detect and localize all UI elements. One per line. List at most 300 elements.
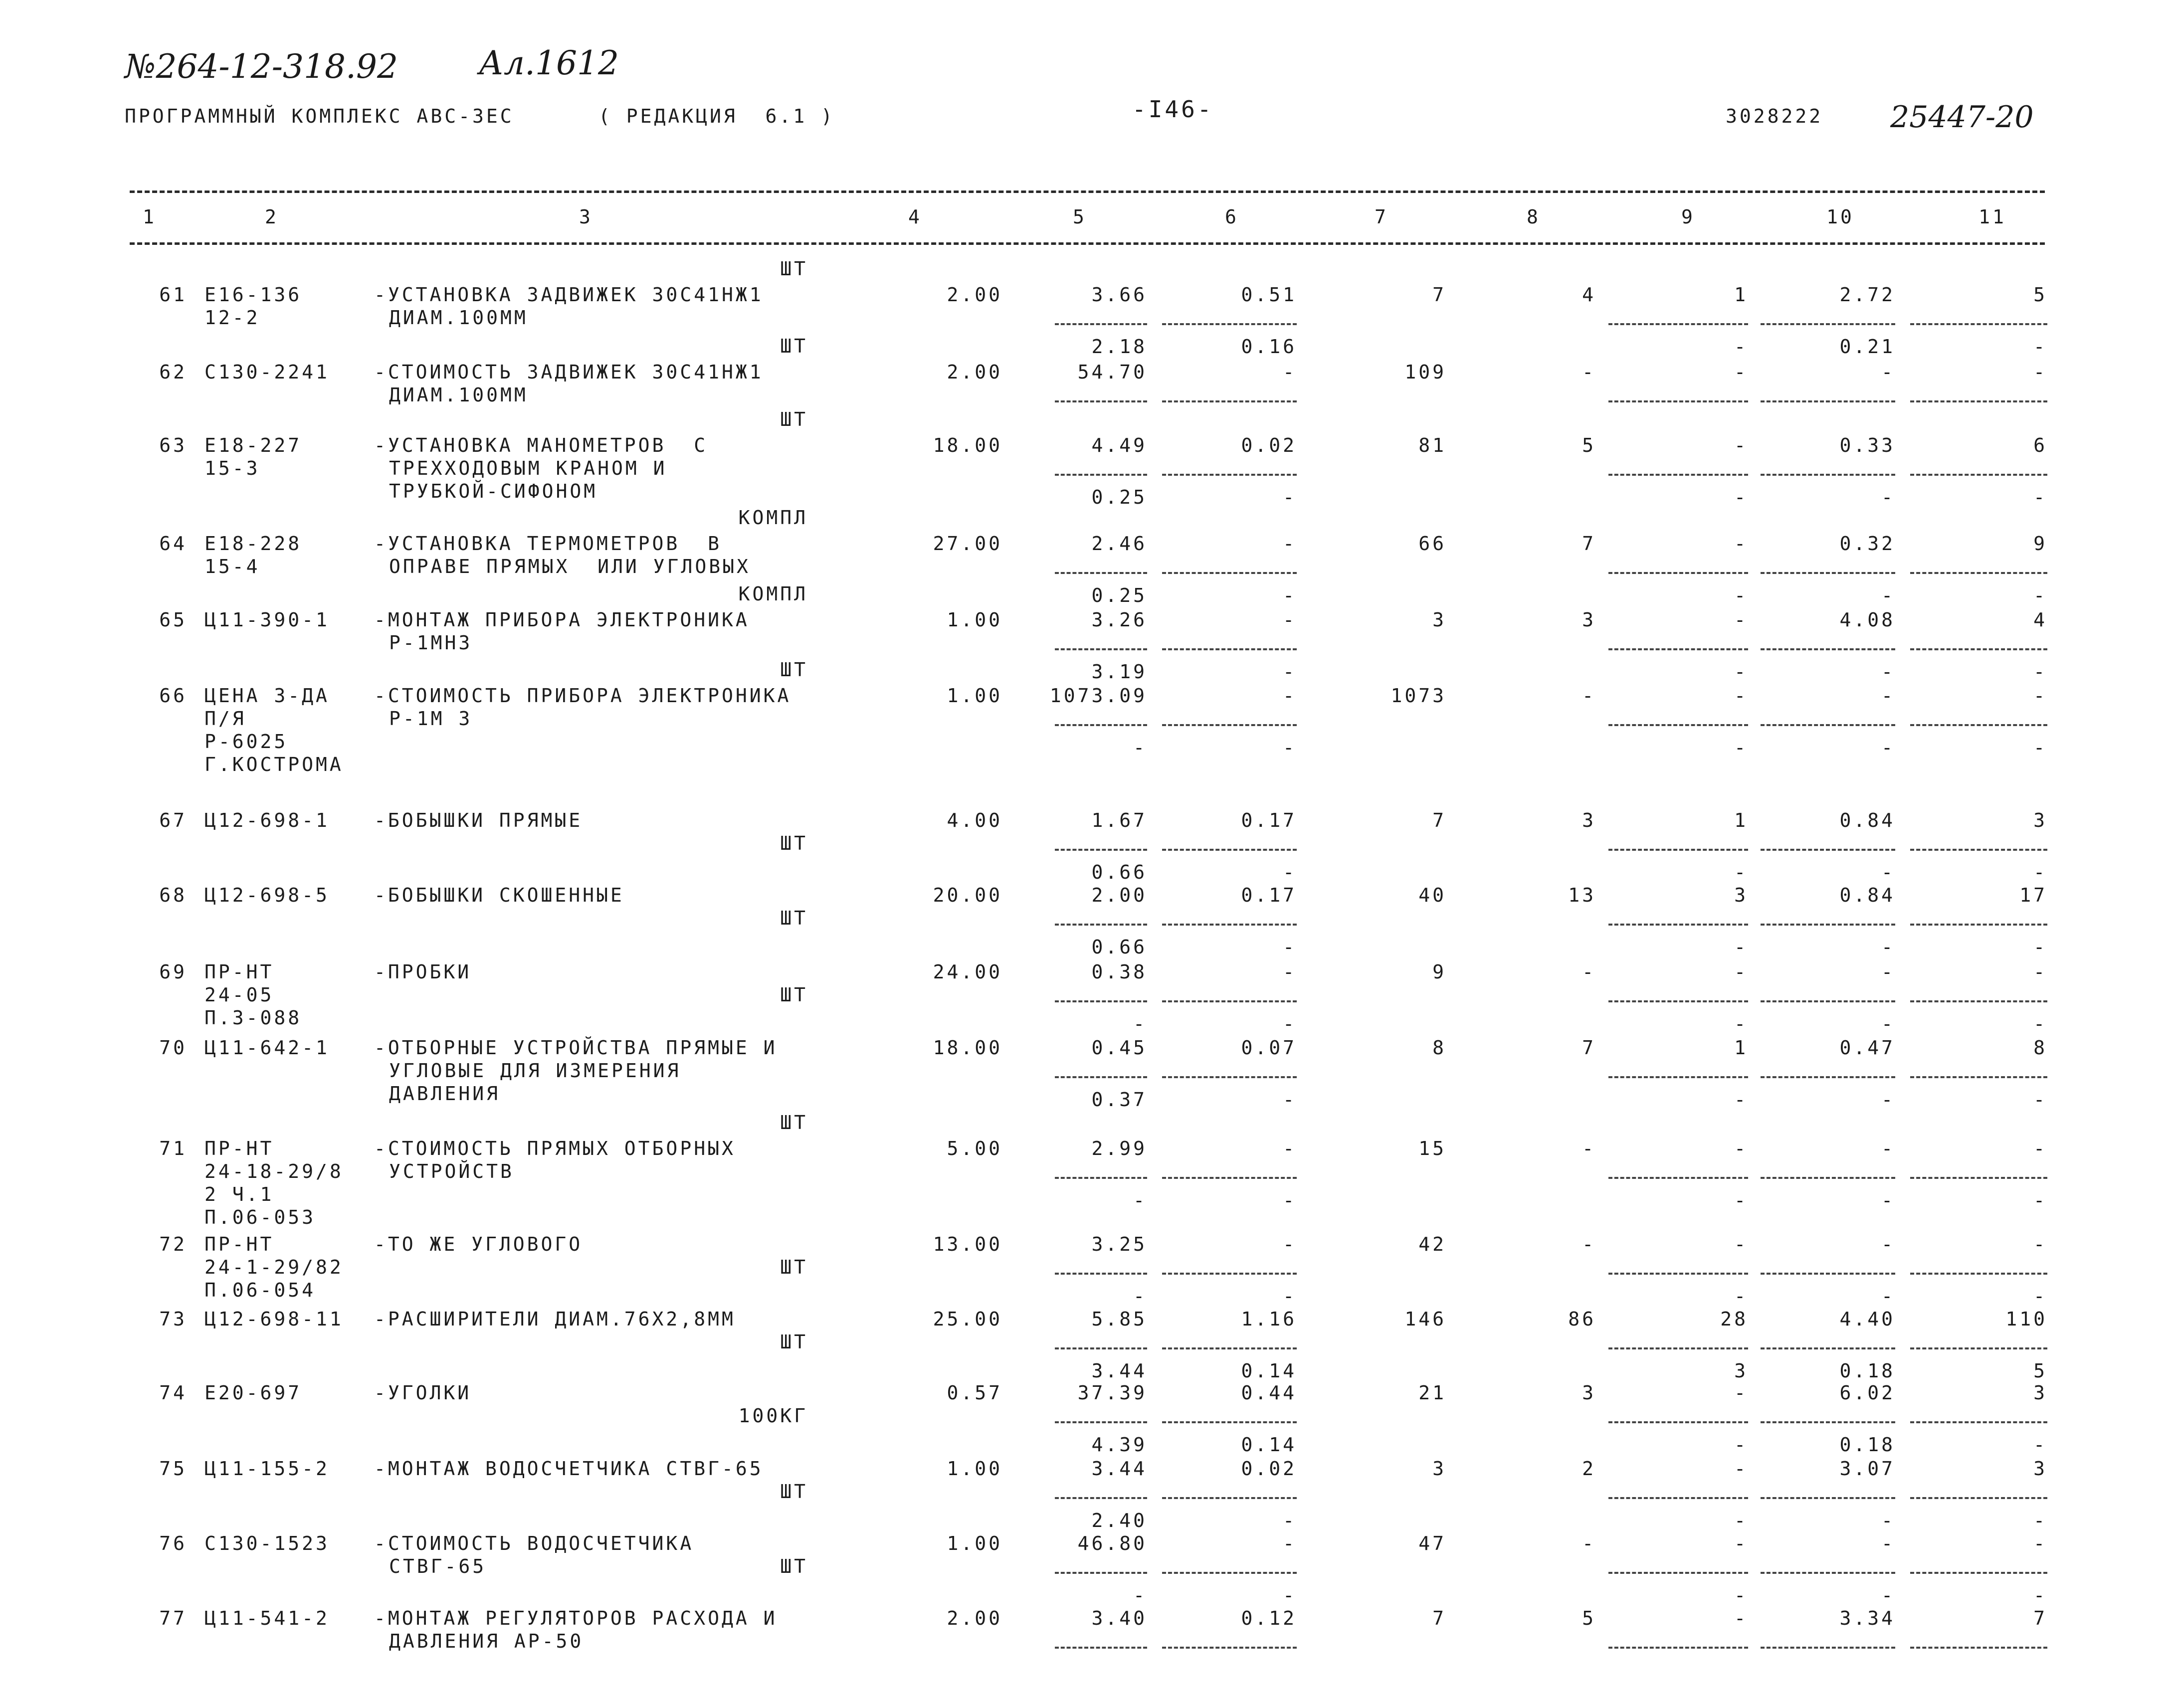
cell-c5: 3.26	[1091, 609, 1147, 631]
row-subtotal-rule	[1608, 924, 1748, 926]
row-subtotal-rule	[1910, 1347, 2047, 1349]
row-subtotal-rule	[1055, 1647, 1147, 1649]
row-description: -МОНТАЖ ВОДОСЧЕТЧИКА СТВГ-65	[374, 1458, 764, 1480]
cell-c11: 7	[2033, 1607, 2047, 1629]
cell-c5: 3.40	[1091, 1607, 1147, 1629]
row-code: ПР-НТ	[204, 961, 274, 983]
cell-c6: -	[1283, 609, 1297, 631]
row-number: 71	[159, 1138, 187, 1159]
row-subtotal-rule	[1055, 849, 1147, 851]
cell-c8: 86	[1568, 1308, 1596, 1330]
row-description: -УСТАНОВКА МАНОМЕТРОВ С	[374, 434, 708, 456]
cell-c11b: -	[2033, 861, 2047, 883]
row-description: -МОНТАЖ ПРИБОРА ЭЛЕКТРОНИКА	[374, 609, 750, 631]
cell-c6b: -	[1283, 1510, 1297, 1531]
row-number: 64	[159, 533, 187, 555]
row-subtotal-rule	[1910, 1572, 2047, 1574]
cell-c9b: -	[1734, 737, 1748, 759]
cell-c8: -	[1582, 1138, 1596, 1159]
cell-c6: 0.02	[1241, 434, 1297, 456]
column-header-8: 8	[1527, 206, 1541, 228]
row-subtotal-rule	[1162, 1347, 1297, 1349]
row-code: Ц12-698-1	[204, 809, 330, 831]
cell-c9b: -	[1734, 1510, 1748, 1531]
cell-c9: -	[1734, 685, 1748, 707]
cell-c11: -	[2033, 1233, 2047, 1255]
row-number: 70	[159, 1037, 187, 1059]
cell-c10b: -	[1881, 1013, 1895, 1035]
cell-c6b: 0.16	[1241, 336, 1297, 358]
row-description: -СТОИМОСТЬ ПРЯМЫХ ОТБОРНЫХ	[374, 1138, 736, 1159]
row-unit: 100КГ	[738, 1405, 808, 1427]
row-subtotal-rule	[1761, 1497, 1895, 1499]
cell-c6b: -	[1283, 861, 1297, 883]
row-code: Ц12-698-5	[204, 884, 330, 906]
row-subtotal-rule	[1608, 1347, 1748, 1349]
row-description: ТРЕХХОДОВЫМ КРАНОМ И	[389, 457, 667, 479]
row-subtotal-rule	[1608, 1421, 1748, 1423]
cell-c5: 2.99	[1091, 1138, 1147, 1159]
cell-c6: -	[1283, 1138, 1297, 1159]
cell-c9: 3	[1734, 884, 1748, 906]
row-description: СТВГ-65	[389, 1555, 487, 1577]
row-subtotal-rule	[1162, 724, 1297, 726]
row-subtotal-rule	[1910, 924, 2047, 926]
row-subtotal-rule	[1910, 572, 2047, 574]
row-code: Ц11-390-1	[204, 609, 330, 631]
row-description: -ПРОБКИ	[374, 961, 472, 983]
cell-c9: -	[1734, 1138, 1748, 1159]
row-code: Е20-697	[204, 1382, 302, 1404]
row-subtotal-rule	[1761, 1421, 1895, 1423]
row-subtotal-rule	[1162, 1000, 1297, 1002]
cell-c11b: -	[2033, 1434, 2047, 1456]
cell-c11: 3	[2033, 1382, 2047, 1404]
cell-c9b: -	[1734, 1013, 1748, 1035]
edition-label: ( РЕДАКЦИЯ 6.1 )	[598, 105, 835, 127]
cell-c7: 146	[1404, 1308, 1446, 1330]
cell-c10: 4.40	[1839, 1308, 1895, 1330]
row-subtotal-rule	[1162, 1647, 1297, 1649]
row-subtotal-rule	[1608, 849, 1748, 851]
row-unit: ШТ	[780, 832, 808, 854]
cell-c11: 110	[2005, 1308, 2047, 1330]
row-subtotal-rule	[1162, 1076, 1297, 1078]
row-subtotal-rule	[1055, 1347, 1147, 1349]
cell-c8: 3	[1582, 1382, 1596, 1404]
row-number: 61	[159, 284, 187, 306]
cell-c9b: 3	[1734, 1360, 1748, 1382]
cell-c9b: -	[1734, 1189, 1748, 1211]
cell-c5b: 2.40	[1091, 1510, 1147, 1531]
cell-c8: 7	[1582, 1037, 1596, 1059]
cell-c9: -	[1734, 1382, 1748, 1404]
row-subtotal-rule	[1055, 1572, 1147, 1574]
row-subtotal-rule	[1761, 1076, 1895, 1078]
cell-c10: 0.84	[1839, 884, 1895, 906]
column-header-4: 4	[908, 206, 922, 228]
row-unit: ШТ	[780, 1112, 808, 1134]
row-subtotal-rule	[1162, 323, 1297, 325]
cell-c10: 0.33	[1839, 434, 1895, 456]
cell-c11b: 5	[2033, 1360, 2047, 1382]
cell-c6: 0.07	[1241, 1037, 1297, 1059]
cell-c4: 1.00	[947, 1532, 1002, 1554]
row-subtotal-rule	[1761, 474, 1895, 476]
row-code: Е16-136	[204, 284, 302, 306]
row-subtotal-rule	[1162, 1177, 1297, 1179]
cell-c9b: -	[1734, 486, 1748, 508]
cell-c6b: -	[1283, 1189, 1297, 1211]
cell-c4: 2.00	[947, 361, 1002, 383]
cell-c11: 17	[2019, 884, 2047, 906]
document-code: 3028222	[1726, 105, 1823, 127]
row-subtotal-rule	[1055, 1076, 1147, 1078]
row-number: 66	[159, 685, 187, 707]
row-subtotal-rule	[1608, 648, 1748, 650]
row-subtotal-rule	[1608, 1076, 1748, 1078]
cell-c6b: 0.14	[1241, 1434, 1297, 1456]
cell-c9b: -	[1734, 1434, 1748, 1456]
row-code: П.3-088	[204, 1007, 302, 1029]
row-subtotal-rule	[1761, 924, 1895, 926]
row-subtotal-rule	[1761, 648, 1895, 650]
cell-c5: 3.44	[1091, 1458, 1147, 1480]
row-subtotal-rule	[1761, 323, 1895, 325]
column-header-9: 9	[1681, 206, 1695, 228]
cell-c11b: -	[2033, 1013, 2047, 1035]
column-header-3: 3	[579, 206, 593, 228]
row-unit: ШТ	[780, 907, 808, 929]
cell-c4: 4.00	[947, 809, 1002, 831]
cell-c11: -	[2033, 361, 2047, 383]
cell-c7: 81	[1418, 434, 1446, 456]
cell-c8: 7	[1582, 533, 1596, 555]
cell-c10: 2.72	[1839, 284, 1895, 306]
row-subtotal-rule	[1055, 924, 1147, 926]
cell-c11: 9	[2033, 533, 2047, 555]
row-subtotal-rule	[1055, 1497, 1147, 1499]
cell-c8: 3	[1582, 809, 1596, 831]
row-code: Ц11-155-2	[204, 1458, 330, 1480]
row-subtotal-rule	[1910, 849, 2047, 851]
row-number: 76	[159, 1532, 187, 1554]
row-subtotal-rule	[1910, 724, 2047, 726]
cell-c5: 1073.09	[1049, 685, 1147, 707]
row-code: П/Я	[204, 708, 246, 730]
row-number: 62	[159, 361, 187, 383]
cell-c11: 4	[2033, 609, 2047, 631]
cell-c9: -	[1734, 434, 1748, 456]
cell-c11b: -	[2033, 1510, 2047, 1531]
table-rule-header	[130, 242, 2045, 245]
cell-c9: -	[1734, 361, 1748, 383]
cell-c11b: -	[2033, 1089, 2047, 1111]
cell-c6b: 0.14	[1241, 1360, 1297, 1382]
row-subtotal-rule	[1910, 1497, 2047, 1499]
cell-c5b: 3.44	[1091, 1360, 1147, 1382]
cell-c11b: -	[2033, 1584, 2047, 1606]
row-subtotal-rule	[1910, 323, 2047, 325]
row-description: -МОНТАЖ РЕГУЛЯТОРОВ РАСХОДА И	[374, 1607, 778, 1629]
row-unit: ШТ	[780, 1331, 808, 1353]
cell-c8: 5	[1582, 1607, 1596, 1629]
cell-c10b: 0.21	[1839, 336, 1895, 358]
cell-c4: 1.00	[947, 609, 1002, 631]
cell-c6: 0.12	[1241, 1607, 1297, 1629]
cell-c7: 8	[1432, 1037, 1446, 1059]
cell-c5b: -	[1133, 1013, 1147, 1035]
row-description: УСТРОЙСТВ	[389, 1160, 514, 1182]
row-description: ДИАМ.100ММ	[389, 384, 528, 406]
row-subtotal-rule	[1162, 1497, 1297, 1499]
cell-c8: -	[1582, 361, 1596, 383]
cell-c8: 3	[1582, 609, 1596, 631]
column-header-7: 7	[1375, 206, 1388, 228]
cell-c5: 2.00	[1091, 884, 1147, 906]
cell-c7: 7	[1432, 284, 1446, 306]
cell-c11: 3	[2033, 809, 2047, 831]
row-description: -СТОИМОСТЬ ПРИБОРА ЭЛЕКТРОНИКА	[374, 685, 792, 707]
cell-c11b: -	[2033, 336, 2047, 358]
row-code: С130-2241	[204, 361, 330, 383]
cell-c8: 13	[1568, 884, 1596, 906]
cell-c9b: -	[1734, 336, 1748, 358]
row-subtotal-rule	[1608, 474, 1748, 476]
cell-c8: -	[1582, 1233, 1596, 1255]
row-unit: ШТ	[780, 335, 808, 357]
cell-c5b: 2.18	[1091, 336, 1147, 358]
cell-c10: -	[1881, 685, 1895, 707]
cell-c6: 0.02	[1241, 1458, 1297, 1480]
cell-c10: 6.02	[1839, 1382, 1895, 1404]
cell-c6: -	[1283, 685, 1297, 707]
cell-c6b: -	[1283, 936, 1297, 958]
cell-c11b: -	[2033, 661, 2047, 683]
row-code: 2 Ч.1	[204, 1183, 274, 1205]
cell-c11: 8	[2033, 1037, 2047, 1059]
cell-c6b: -	[1283, 1013, 1297, 1035]
row-description: ТРУБКОЙ-СИФОНОМ	[389, 480, 598, 502]
row-subtotal-rule	[1910, 1421, 2047, 1423]
cell-c10: 0.47	[1839, 1037, 1895, 1059]
row-subtotal-rule	[1761, 400, 1895, 402]
cell-c10: 3.34	[1839, 1607, 1895, 1629]
cell-c9b: -	[1734, 861, 1748, 883]
cell-c9: 1	[1734, 284, 1748, 306]
cell-c9: -	[1734, 533, 1748, 555]
row-number: 69	[159, 961, 187, 983]
row-subtotal-rule	[1761, 1273, 1895, 1275]
cell-c9: -	[1734, 1607, 1748, 1629]
cell-c6: -	[1283, 1233, 1297, 1255]
row-description: -СТОИМОСТЬ ВОДОСЧЕТЧИКА	[374, 1532, 694, 1554]
row-subtotal-rule	[1761, 572, 1895, 574]
row-subtotal-rule	[1910, 400, 2047, 402]
row-code: Р-6025	[204, 731, 288, 753]
cell-c10: -	[1881, 961, 1895, 983]
cell-c6: -	[1283, 361, 1297, 383]
handwritten-doc-code: №264-12-318.92	[125, 47, 398, 86]
cell-c5: 3.66	[1091, 284, 1147, 306]
cell-c9: -	[1734, 1458, 1748, 1480]
row-unit: ШТ	[780, 984, 808, 1006]
cell-c5: 37.39	[1077, 1382, 1147, 1404]
row-subtotal-rule	[1608, 1177, 1748, 1179]
cell-c11: 3	[2033, 1458, 2047, 1480]
cell-c7: 7	[1432, 809, 1446, 831]
cell-c11b: -	[2033, 737, 2047, 759]
cell-c5: 3.25	[1091, 1233, 1147, 1255]
cell-c8: 5	[1582, 434, 1596, 456]
cell-c5b: 0.25	[1091, 584, 1147, 606]
cell-c11: -	[2033, 1532, 2047, 1554]
row-code: 24-05	[204, 984, 274, 1006]
row-number: 63	[159, 434, 187, 456]
row-description: Р-1М 3	[389, 708, 473, 730]
cell-c10b: -	[1881, 1510, 1895, 1531]
cell-c11: -	[2033, 961, 2047, 983]
row-number: 72	[159, 1233, 187, 1255]
row-subtotal-rule	[1162, 400, 1297, 402]
row-number: 77	[159, 1607, 187, 1629]
row-description: -РАСШИРИТЕЛИ ДИАМ.76Х2,8ММ	[374, 1308, 736, 1330]
cell-c9b: -	[1734, 1285, 1748, 1307]
cell-c9: -	[1734, 961, 1748, 983]
column-header-6: 6	[1225, 206, 1239, 228]
row-subtotal-rule	[1055, 572, 1147, 574]
cell-c4: 27.00	[933, 533, 1002, 555]
cell-c11: -	[2033, 685, 2047, 707]
cell-c10: 4.08	[1839, 609, 1895, 631]
row-unit: ШТ	[780, 659, 808, 681]
row-unit: ШТ	[780, 258, 808, 280]
cell-c5b: -	[1133, 1285, 1147, 1307]
cell-c9b: -	[1734, 1584, 1748, 1606]
row-subtotal-rule	[1910, 1177, 2047, 1179]
handwritten-album: Ал.1612	[479, 44, 619, 82]
cell-c10: 3.07	[1839, 1458, 1895, 1480]
row-unit: ШТ	[780, 1256, 808, 1278]
cell-c7: 47	[1418, 1532, 1446, 1554]
row-code: 12-2	[204, 307, 260, 329]
row-subtotal-rule	[1162, 1421, 1297, 1423]
cell-c9: 28	[1720, 1308, 1748, 1330]
row-description: ДАВЛЕНИЯ	[389, 1083, 501, 1105]
row-subtotal-rule	[1162, 572, 1297, 574]
cell-c11: -	[2033, 1138, 2047, 1159]
cell-c10b: 0.18	[1839, 1360, 1895, 1382]
cell-c7: 66	[1418, 533, 1446, 555]
page-number: -I46-	[1132, 96, 1214, 123]
cell-c9b: -	[1734, 661, 1748, 683]
row-unit: ШТ	[780, 1481, 808, 1503]
cell-c5b: 0.66	[1091, 861, 1147, 883]
row-description: -ОТБОРНЫЕ УСТРОЙСТВА ПРЯМЫЕ И	[374, 1037, 778, 1059]
row-subtotal-rule	[1608, 724, 1748, 726]
row-subtotal-rule	[1608, 323, 1748, 325]
row-number: 73	[159, 1308, 187, 1330]
row-subtotal-rule	[1055, 1273, 1147, 1275]
row-subtotal-rule	[1608, 1000, 1748, 1002]
cell-c6b: -	[1283, 661, 1297, 683]
cell-c6b: -	[1283, 1089, 1297, 1111]
cell-c6: -	[1283, 1532, 1297, 1554]
row-subtotal-rule	[1055, 1000, 1147, 1002]
cell-c5b: 4.39	[1091, 1434, 1147, 1456]
cell-c8: -	[1582, 685, 1596, 707]
row-subtotal-rule	[1055, 474, 1147, 476]
cell-c10b: -	[1881, 486, 1895, 508]
row-code: С130-1523	[204, 1532, 330, 1554]
cell-c6b: -	[1283, 737, 1297, 759]
cell-c11b: -	[2033, 1285, 2047, 1307]
cell-c7: 15	[1418, 1138, 1446, 1159]
row-number: 65	[159, 609, 187, 631]
cell-c6: -	[1283, 961, 1297, 983]
row-subtotal-rule	[1761, 1000, 1895, 1002]
cell-c11b: -	[2033, 936, 2047, 958]
cell-c4: 5.00	[947, 1138, 1002, 1159]
row-code: Ц11-541-2	[204, 1607, 330, 1629]
row-subtotal-rule	[1761, 849, 1895, 851]
row-subtotal-rule	[1910, 1000, 2047, 1002]
cell-c5: 4.49	[1091, 434, 1147, 456]
cell-c11: 6	[2033, 434, 2047, 456]
cell-c10: 0.32	[1839, 533, 1895, 555]
cell-c11: 5	[2033, 284, 2047, 306]
row-subtotal-rule	[1910, 1647, 2047, 1649]
cell-c9b: -	[1734, 584, 1748, 606]
row-subtotal-rule	[1761, 1177, 1895, 1179]
cell-c10b: -	[1881, 584, 1895, 606]
row-unit: ШТ	[780, 408, 808, 430]
row-code: Е18-227	[204, 434, 302, 456]
row-description: -УГОЛКИ	[374, 1382, 472, 1404]
cell-c9: -	[1734, 1532, 1748, 1554]
cell-c10b: -	[1881, 1189, 1895, 1211]
cell-c10b: -	[1881, 1285, 1895, 1307]
cell-c7: 109	[1404, 361, 1446, 383]
row-number: 75	[159, 1458, 187, 1480]
column-header-10: 10	[1826, 206, 1854, 228]
cell-c8: 2	[1582, 1458, 1596, 1480]
row-subtotal-rule	[1608, 400, 1748, 402]
row-unit: КОМПЛ	[738, 583, 808, 605]
cell-c11b: -	[2033, 584, 2047, 606]
handwritten-bottom-right: 25447-20	[1890, 100, 2034, 135]
row-description: -ТО ЖЕ УГЛОВОГО	[374, 1233, 583, 1255]
row-code: Ц12-698-11	[204, 1308, 344, 1330]
row-subtotal-rule	[1162, 1273, 1297, 1275]
cell-c6: 0.17	[1241, 809, 1297, 831]
row-description: Р-1МН3	[389, 632, 473, 654]
cell-c9: -	[1734, 609, 1748, 631]
row-code: Е18-228	[204, 533, 302, 555]
row-code: Г.КОСТРОМА	[204, 754, 344, 775]
row-subtotal-rule	[1761, 1647, 1895, 1649]
row-subtotal-rule	[1761, 1572, 1895, 1574]
cell-c11b: -	[2033, 486, 2047, 508]
cell-c6: 0.51	[1241, 284, 1297, 306]
cell-c10: -	[1881, 1233, 1895, 1255]
cell-c5b: -	[1133, 1584, 1147, 1606]
row-description: -УСТАНОВКА ЗАДВИЖЕК 30С41НЖ1	[374, 284, 764, 306]
cell-c5b: -	[1133, 737, 1147, 759]
column-header-1: 1	[143, 206, 157, 228]
cell-c9: 1	[1734, 809, 1748, 831]
cell-c5b: 0.37	[1091, 1089, 1147, 1111]
